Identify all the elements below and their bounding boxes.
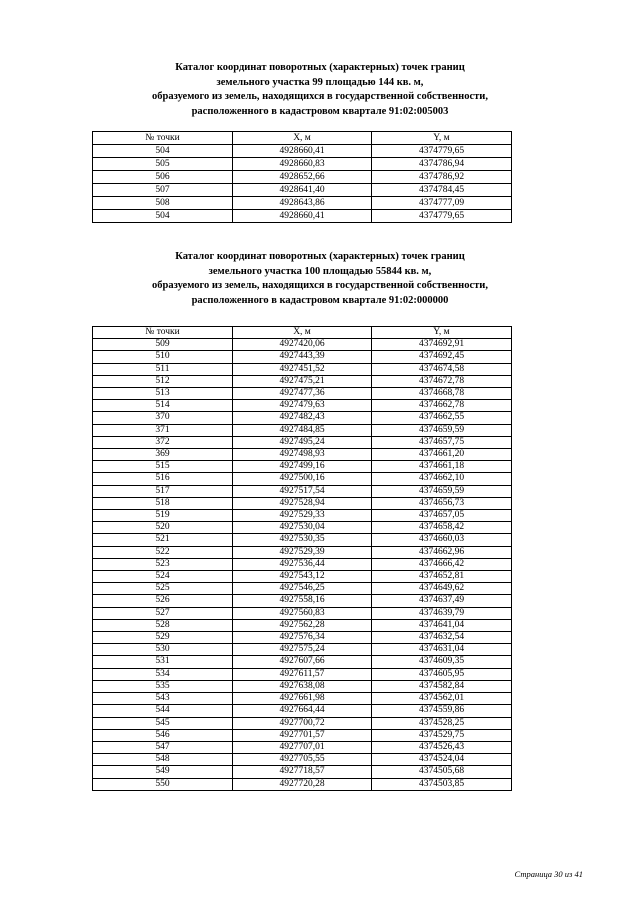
- point-number-cell: 545: [93, 717, 233, 729]
- header-y: Y, м: [372, 327, 512, 339]
- y-coordinate-cell: 4374562,01: [372, 693, 512, 705]
- point-number-cell: 513: [93, 388, 233, 400]
- table-row: [93, 145, 512, 158]
- point-number-cell: 543: [93, 693, 233, 705]
- x-coordinate-cell: 4927560,83: [233, 607, 372, 619]
- y-coordinate-cell: 4374692,45: [372, 351, 512, 363]
- point-number-cell: 372: [93, 436, 233, 448]
- table-row: [93, 339, 512, 351]
- table-row: [93, 210, 512, 223]
- point-number-cell: 544: [93, 705, 233, 717]
- table-row: [93, 449, 512, 461]
- header-point-number: № точки: [93, 132, 233, 145]
- table-row: [93, 558, 512, 570]
- point-number-cell: 525: [93, 583, 233, 595]
- x-coordinate-cell: 4928652,66: [233, 171, 372, 184]
- y-coordinate-cell: 4374529,75: [372, 729, 512, 741]
- point-number-cell: 535: [93, 680, 233, 692]
- table-row: [93, 705, 512, 717]
- point-number-cell: 520: [93, 522, 233, 534]
- point-number-cell: 524: [93, 571, 233, 583]
- table-row: [93, 656, 512, 668]
- x-coordinate-cell: 4927517,54: [233, 485, 372, 497]
- table-row: [93, 171, 512, 184]
- y-coordinate-cell: 4374657,75: [372, 436, 512, 448]
- table-row: [93, 583, 512, 595]
- title-line: образуемого из земель, находящихся в государственной собственности,: [152, 280, 488, 291]
- table-row: [93, 388, 512, 400]
- y-coordinate-cell: 4374632,54: [372, 632, 512, 644]
- y-coordinate-cell: 4374662,55: [372, 412, 512, 424]
- y-coordinate-cell: 4374639,79: [372, 607, 512, 619]
- y-coordinate-cell: 4374786,92: [372, 171, 512, 184]
- table-header-row: [93, 327, 512, 339]
- table-row: [93, 693, 512, 705]
- y-coordinate-cell: 4374609,35: [372, 656, 512, 668]
- y-coordinate-cell: 4374582,84: [372, 680, 512, 692]
- y-coordinate-cell: 4374641,04: [372, 619, 512, 631]
- table-row: [93, 778, 512, 790]
- page-number: Страница 30 из 41: [514, 869, 583, 879]
- y-coordinate-cell: 4374668,78: [372, 388, 512, 400]
- table-row: [93, 632, 512, 644]
- table-row: [93, 754, 512, 766]
- y-coordinate-cell: 4374786,94: [372, 158, 512, 171]
- y-coordinate-cell: 4374505,68: [372, 766, 512, 778]
- point-number-cell: 370: [93, 412, 233, 424]
- coordinates-table-2: [92, 326, 512, 791]
- x-coordinate-cell: 4927546,25: [233, 583, 372, 595]
- y-coordinate-cell: 4374656,73: [372, 497, 512, 509]
- table-row: [93, 766, 512, 778]
- x-coordinate-cell: 4927482,43: [233, 412, 372, 424]
- y-coordinate-cell: 4374661,18: [372, 461, 512, 473]
- title-line: расположенного в кадастровом квартале 91:02:000000: [191, 294, 449, 306]
- x-coordinate-cell: 4928643,86: [233, 197, 372, 210]
- x-coordinate-cell: 4927479,63: [233, 400, 372, 412]
- table-row: [93, 668, 512, 680]
- y-coordinate-cell: 4374649,62: [372, 583, 512, 595]
- x-coordinate-cell: 4927575,24: [233, 644, 372, 656]
- point-number-cell: 546: [93, 729, 233, 741]
- table-row: [93, 351, 512, 363]
- x-coordinate-cell: 4928660,83: [233, 158, 372, 171]
- point-number-cell: 511: [93, 363, 233, 375]
- table-row: [93, 644, 512, 656]
- coordinates-table-1: [92, 131, 512, 223]
- table-row: [93, 607, 512, 619]
- y-coordinate-cell: 4374528,25: [372, 717, 512, 729]
- point-number-cell: 504: [93, 145, 233, 158]
- title-line: расположенного в кадастровом квартале 91:02:005003: [191, 105, 449, 117]
- y-coordinate-cell: 4374662,10: [372, 473, 512, 485]
- y-coordinate-cell: 4374672,78: [372, 375, 512, 387]
- point-number-cell: 529: [93, 632, 233, 644]
- title-line: образуемого из земель, находящихся в государственной собственности,: [152, 91, 488, 102]
- x-coordinate-cell: 4927664,44: [233, 705, 372, 717]
- table-row: [93, 461, 512, 473]
- x-coordinate-cell: 4927705,55: [233, 754, 372, 766]
- table-row: [93, 158, 512, 171]
- y-coordinate-cell: 4374662,78: [372, 400, 512, 412]
- x-coordinate-cell: 4928660,41: [233, 210, 372, 223]
- table-row: [93, 729, 512, 741]
- x-coordinate-cell: 4927499,16: [233, 461, 372, 473]
- table-row: [93, 510, 512, 522]
- point-number-cell: 522: [93, 546, 233, 558]
- catalog-title-1: [0, 61, 640, 119]
- x-coordinate-cell: 4928641,40: [233, 184, 372, 197]
- x-coordinate-cell: 4927638,08: [233, 680, 372, 692]
- table-row: [93, 197, 512, 210]
- point-number-cell: 369: [93, 449, 233, 461]
- point-number-cell: 507: [93, 184, 233, 197]
- x-coordinate-cell: 4927611,57: [233, 668, 372, 680]
- x-coordinate-cell: 4927484,85: [233, 424, 372, 436]
- x-coordinate-cell: 4927543,12: [233, 571, 372, 583]
- x-coordinate-cell: 4927558,16: [233, 595, 372, 607]
- point-number-cell: 509: [93, 339, 233, 351]
- y-coordinate-cell: 4374637,49: [372, 595, 512, 607]
- point-number-cell: 510: [93, 351, 233, 363]
- table-row: [93, 619, 512, 631]
- x-coordinate-cell: 4927475,21: [233, 375, 372, 387]
- y-coordinate-cell: 4374659,59: [372, 424, 512, 436]
- table-row: [93, 497, 512, 509]
- point-number-cell: 528: [93, 619, 233, 631]
- x-coordinate-cell: 4927562,28: [233, 619, 372, 631]
- point-number-cell: 534: [93, 668, 233, 680]
- header-x: X, м: [233, 132, 372, 145]
- table-row: [93, 522, 512, 534]
- x-coordinate-cell: 4927420,06: [233, 339, 372, 351]
- x-coordinate-cell: 4927528,94: [233, 497, 372, 509]
- y-coordinate-cell: 4374605,95: [372, 668, 512, 680]
- point-number-cell: 508: [93, 197, 233, 210]
- x-coordinate-cell: 4927500,16: [233, 473, 372, 485]
- point-number-cell: 514: [93, 400, 233, 412]
- point-number-cell: 512: [93, 375, 233, 387]
- point-number-cell: 531: [93, 656, 233, 668]
- y-coordinate-cell: 4374658,42: [372, 522, 512, 534]
- y-coordinate-cell: 4374779,65: [372, 145, 512, 158]
- point-number-cell: 516: [93, 473, 233, 485]
- point-number-cell: 530: [93, 644, 233, 656]
- point-number-cell: 504: [93, 210, 233, 223]
- table-row: [93, 400, 512, 412]
- x-coordinate-cell: 4927661,98: [233, 693, 372, 705]
- x-coordinate-cell: 4927530,04: [233, 522, 372, 534]
- x-coordinate-cell: 4927451,52: [233, 363, 372, 375]
- title-line: земельного участка 99 площадью 144 кв. м,: [216, 76, 424, 88]
- y-coordinate-cell: 4374503,85: [372, 778, 512, 790]
- point-number-cell: 526: [93, 595, 233, 607]
- y-coordinate-cell: 4374652,81: [372, 571, 512, 583]
- table-row: [93, 424, 512, 436]
- x-coordinate-cell: 4927495,24: [233, 436, 372, 448]
- point-number-cell: 505: [93, 158, 233, 171]
- y-coordinate-cell: 4374631,04: [372, 644, 512, 656]
- y-coordinate-cell: 4374660,03: [372, 534, 512, 546]
- table-row: [93, 546, 512, 558]
- table-row: [93, 571, 512, 583]
- y-coordinate-cell: 4374659,59: [372, 485, 512, 497]
- x-coordinate-cell: 4927536,44: [233, 558, 372, 570]
- y-coordinate-cell: 4374666,42: [372, 558, 512, 570]
- table-row: [93, 436, 512, 448]
- x-coordinate-cell: 4927718,57: [233, 766, 372, 778]
- x-coordinate-cell: 4927529,33: [233, 510, 372, 522]
- x-coordinate-cell: 4928660,41: [233, 145, 372, 158]
- y-coordinate-cell: 4374779,65: [372, 210, 512, 223]
- x-coordinate-cell: 4927498,93: [233, 449, 372, 461]
- table-row: [93, 473, 512, 485]
- header-point-number: № точки: [93, 327, 233, 339]
- y-coordinate-cell: 4374662,96: [372, 546, 512, 558]
- table-row: [93, 363, 512, 375]
- title-line: Каталог координат поворотных (характерных) точек границ: [175, 251, 465, 262]
- catalog-title-2: [0, 250, 640, 308]
- point-number-cell: 517: [93, 485, 233, 497]
- y-coordinate-cell: 4374657,05: [372, 510, 512, 522]
- x-coordinate-cell: 4927477,36: [233, 388, 372, 400]
- table-row: [93, 375, 512, 387]
- point-number-cell: 547: [93, 741, 233, 753]
- table-row: [93, 717, 512, 729]
- y-coordinate-cell: 4374661,20: [372, 449, 512, 461]
- point-number-cell: 371: [93, 424, 233, 436]
- y-coordinate-cell: 4374524,04: [372, 754, 512, 766]
- header-x: X, м: [233, 327, 372, 339]
- point-number-cell: 548: [93, 754, 233, 766]
- table-row: [93, 412, 512, 424]
- y-coordinate-cell: 4374674,58: [372, 363, 512, 375]
- x-coordinate-cell: 4927443,39: [233, 351, 372, 363]
- y-coordinate-cell: 4374784,45: [372, 184, 512, 197]
- x-coordinate-cell: 4927529,39: [233, 546, 372, 558]
- y-coordinate-cell: 4374692,91: [372, 339, 512, 351]
- x-coordinate-cell: 4927530,35: [233, 534, 372, 546]
- x-coordinate-cell: 4927707,01: [233, 741, 372, 753]
- x-coordinate-cell: 4927607,66: [233, 656, 372, 668]
- x-coordinate-cell: 4927701,57: [233, 729, 372, 741]
- table-row: [93, 595, 512, 607]
- point-number-cell: 527: [93, 607, 233, 619]
- x-coordinate-cell: 4927720,28: [233, 778, 372, 790]
- table-row: [93, 534, 512, 546]
- point-number-cell: 523: [93, 558, 233, 570]
- title-line: Каталог координат поворотных (характерных) точек границ: [175, 62, 465, 73]
- x-coordinate-cell: 4927700,72: [233, 717, 372, 729]
- table-row: [93, 184, 512, 197]
- point-number-cell: 550: [93, 778, 233, 790]
- title-line: земельного участка 100 площадью 55844 кв. м,: [208, 265, 432, 277]
- table-row: [93, 741, 512, 753]
- table-header-row: [93, 132, 512, 145]
- y-coordinate-cell: 4374526,43: [372, 741, 512, 753]
- x-coordinate-cell: 4927576,34: [233, 632, 372, 644]
- point-number-cell: 521: [93, 534, 233, 546]
- point-number-cell: 518: [93, 497, 233, 509]
- point-number-cell: 549: [93, 766, 233, 778]
- point-number-cell: 506: [93, 171, 233, 184]
- header-y: Y, м: [372, 132, 512, 145]
- point-number-cell: 515: [93, 461, 233, 473]
- table-row: [93, 485, 512, 497]
- table-row: [93, 680, 512, 692]
- point-number-cell: 519: [93, 510, 233, 522]
- y-coordinate-cell: 4374559,86: [372, 705, 512, 717]
- y-coordinate-cell: 4374777,09: [372, 197, 512, 210]
